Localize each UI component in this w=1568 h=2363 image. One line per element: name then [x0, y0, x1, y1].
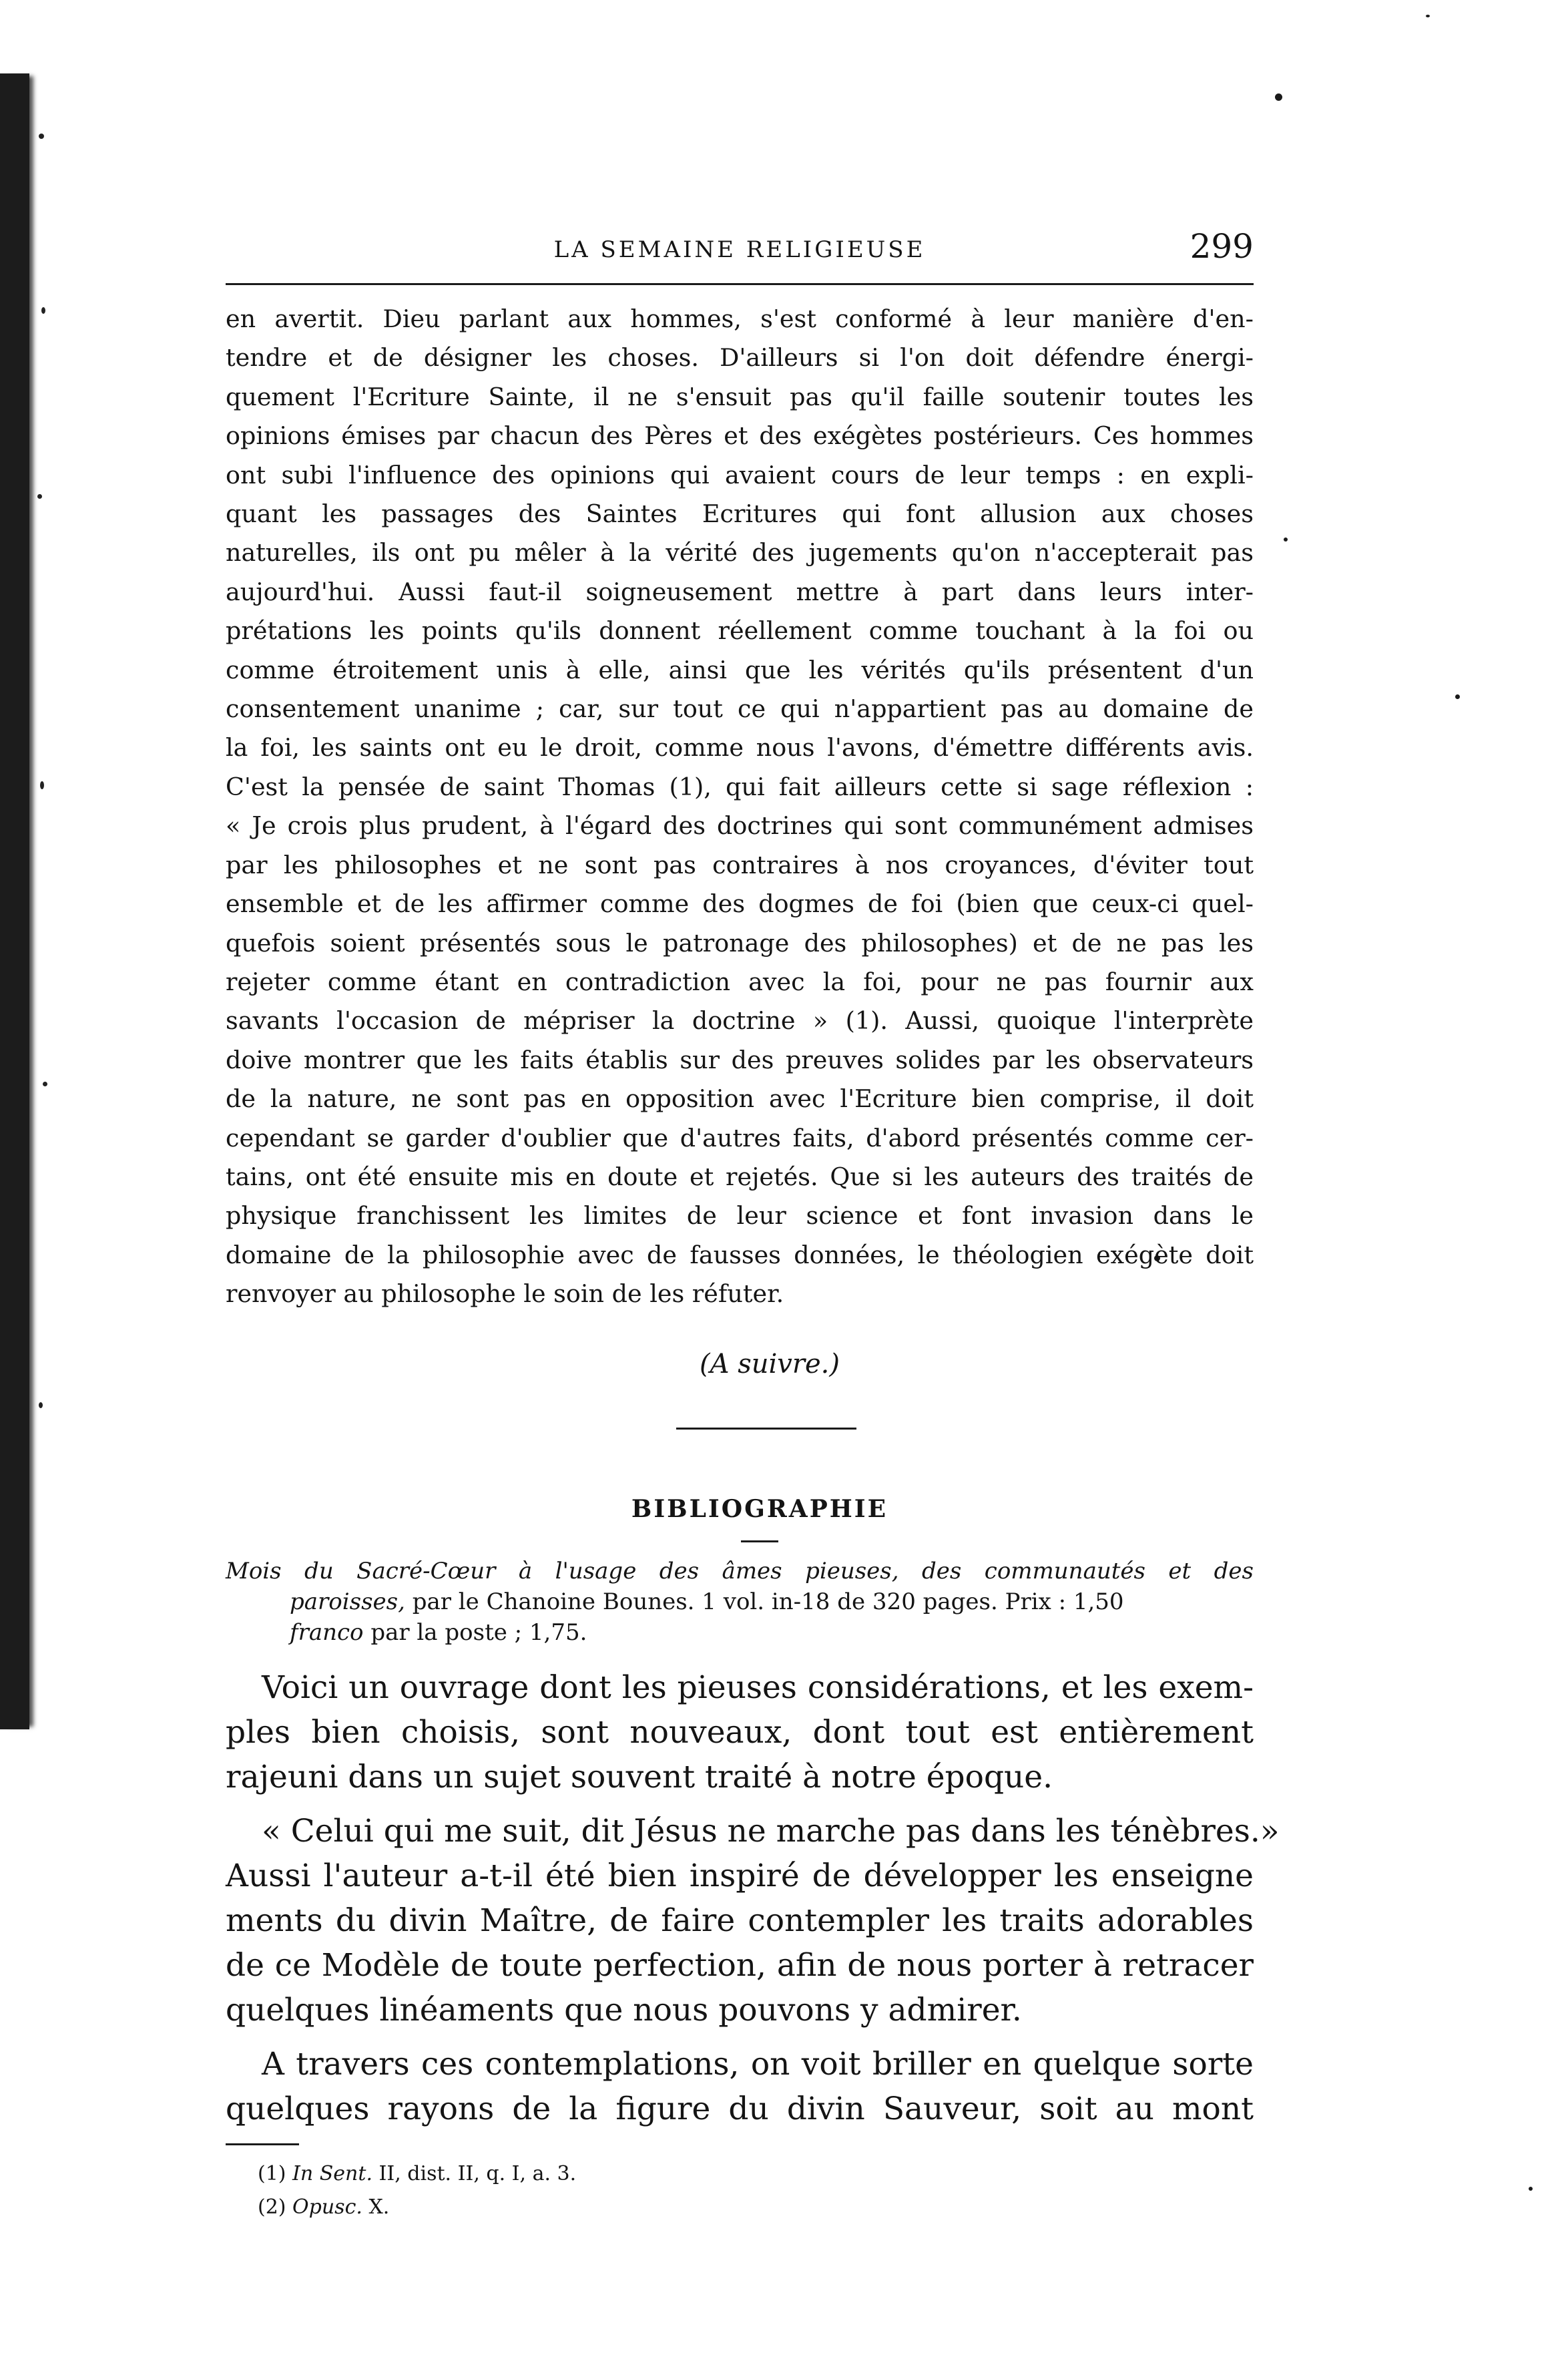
- postage-price: par la poste ; 1,75.: [363, 1619, 587, 1646]
- header-rule: [226, 283, 1254, 285]
- footnote-1: [258, 2157, 1254, 2191]
- text-line: ensemble et de les affirmer comme des dogmes de foi (bien que ceux-ci quel-: [226, 889, 1254, 919]
- text-line: la foi, les saints ont eu le droit, comme nous l'avons, d'émettre différents avis.: [226, 733, 1254, 763]
- text-line: quefois soient présentés sous le patronage des philosophes) et de ne pas les: [226, 928, 1254, 957]
- text-line: domaine de la philosophie avec de fausses données, le théologien exégète doit: [226, 1240, 1254, 1269]
- text-line: prétations les points qu'ils donnent réellement comme touchant à la foi ou: [226, 616, 1254, 646]
- review-line: Voici un ouvrage dont les pieuses considérations, et les exem-: [262, 1669, 1254, 1706]
- footnote-rule: [226, 2143, 299, 2145]
- book-title-cont: paroisses,: [290, 1588, 405, 1615]
- text-line: aujourd'hui. Aussi faut-il soigneusement mettre à part dans leurs inter-: [226, 577, 1254, 606]
- text-line: comme étroitement unis à elle, ainsi que les vérités qu'ils présentent d'un: [226, 655, 1254, 684]
- review-line: ments du divin Maître, de faire contempler les traits adorables: [226, 1902, 1254, 1939]
- footnotes: [226, 2157, 1254, 2224]
- review-line: quelques rayons de la figure du divin Sauveur, soit au mont: [226, 2090, 1254, 2127]
- scan-dot: [1529, 2187, 1533, 2191]
- postage-label: franco: [290, 1619, 364, 1646]
- page-content: [226, 227, 1280, 2224]
- review-line: A travers ces contemplations, on voit briller en quelque sorte: [262, 2045, 1254, 2083]
- review-line: quelques linéaments que nous pouvons y admirer.: [226, 1991, 1022, 2028]
- review-line: Aussi l'auteur a-t-il été bien inspiré de développer les enseigne: [226, 1857, 1254, 1894]
- book-details: par le Chanoine Bounes. 1 vol. in-18 de 320 pages. Prix : 1,50: [405, 1588, 1124, 1615]
- footnote-number: (1): [258, 2161, 286, 2185]
- scan-dot: [1284, 538, 1288, 542]
- bibliography-heading: BIBLIOGRAPHIE: [631, 1494, 888, 1523]
- review-line: ples bien choisis, sont nouveaux, dont tout est entièrement: [226, 1713, 1254, 1751]
- text-line: renvoyer au philosophe le soin de les réfuter.: [226, 1279, 784, 1309]
- footnote-source: In Sent.: [292, 2161, 372, 2185]
- text-line: « Je crois plus prudent, à l'égard des doctrines qui sont communément admises: [226, 811, 1254, 841]
- text-line: en avertit. Dieu parlant aux hommes, s'est conformé à leur manière d'en-: [226, 304, 1254, 333]
- footnote-source: Opusc.: [292, 2195, 362, 2219]
- text-line: cependant se garder d'oublier que d'autres faits, d'abord présentés comme cer-: [226, 1123, 1254, 1152]
- to-be-continued: (A suivre.): [700, 1348, 840, 1379]
- page-number: 299: [1190, 227, 1254, 266]
- scan-dot: [1426, 15, 1430, 17]
- text-line: opinions émises par chacun des Pères et des exégètes postérieurs. Ces hommes: [226, 421, 1254, 451]
- text-line: ont subi l'influence des opinions qui avaient cours de leur temps : en expli-: [226, 460, 1254, 489]
- footnote-number: (2): [258, 2195, 286, 2219]
- scan-dot: [1275, 93, 1282, 101]
- text-line: quant les passages des Saintes Ecritures qui font allusion aux choses: [226, 499, 1254, 529]
- scan-edge-specks: [37, 80, 53, 1616]
- review-line: « Celui qui me suit, dit Jésus ne marche pas dans les ténèbres.»: [262, 1812, 1280, 1850]
- scan-binding-edge: [0, 73, 29, 1729]
- book-review: [226, 1665, 1280, 2131]
- text-line: physique franchissent les limites de leur science et font invasion dans le: [226, 1201, 1254, 1231]
- section-divider: [676, 1428, 856, 1430]
- review-line: rajeuni dans un sujet souvent traité à notre époque.: [226, 1758, 1053, 1795]
- text-line: C'est la pensée de saint Thomas (1), qui fait ailleurs cette si sage réflexion :: [226, 772, 1254, 801]
- footnote-2: [258, 2191, 1254, 2224]
- heading-dash: [741, 1540, 778, 1542]
- text-line: quement l'Ecriture Sainte, il ne s'ensuit pas qu'il faille soutenir toutes les: [226, 382, 1254, 411]
- book-title: Mois du Sacré-Cœur à l'usage des âmes pieuses, des communautés et des: [226, 1557, 1254, 1584]
- article-continuation: [226, 300, 1254, 1314]
- text-line: tains, ont été ensuite mis en doute et rejetés. Que si les auteurs des traités de: [226, 1162, 1254, 1191]
- text-line: consentement unanime ; car, sur tout ce qui n'appartient pas au domaine de: [226, 694, 1254, 724]
- text-line: de la nature, ne sont pas en opposition avec l'Ecriture bien comprise, il doit: [226, 1084, 1254, 1114]
- footnote-text: X.: [362, 2195, 390, 2219]
- text-line: naturelles, ils ont pu mêler à la vérité des jugements qu'on n'accepterait pas: [226, 538, 1254, 568]
- text-line: par les philosophes et ne sont pas contraires à nos croyances, d'éviter tout: [226, 850, 1254, 879]
- review-line: de ce Modèle de toute perfection, afin de nous porter à retracer: [226, 1946, 1254, 1984]
- footnote-text: II, dist. II, q. I, a. 3.: [372, 2161, 577, 2185]
- running-head: LA SEMAINE RELIGIEUSE: [553, 236, 926, 263]
- text-line: rejeter comme étant en contradiction avec la foi, pour ne pas fournir aux: [226, 967, 1254, 996]
- scan-dot: [1455, 694, 1460, 699]
- text-line: savants l'occasion de mépriser la doctrine » (1). Aussi, quoique l'interprète: [226, 1006, 1254, 1036]
- book-entry: [226, 1556, 1254, 1648]
- text-line: doive montrer que les faits établis sur des preuves solides par les observateurs: [226, 1045, 1254, 1074]
- text-line: tendre et de désigner les choses. D'ailleurs si l'on doit défendre énergi-: [226, 343, 1254, 373]
- page-header: [226, 227, 1254, 280]
